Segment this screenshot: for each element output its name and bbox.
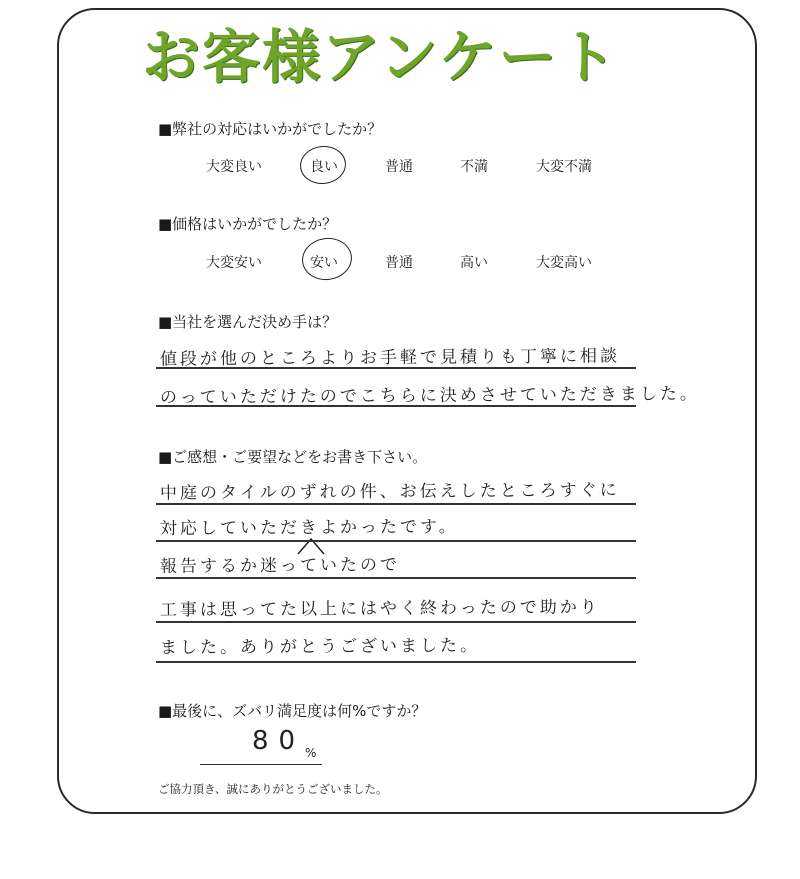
service-option-average[interactable]: 普通 [385, 159, 413, 175]
service-option-very-good[interactable]: 大変良い [206, 159, 262, 175]
survey-title: お客様アンケート [142, 23, 619, 91]
service-options [200, 154, 620, 180]
answer-line [156, 367, 636, 369]
question-deciding-factor: ■当社を選んだ決め手は？ [158, 313, 338, 331]
price-option-average[interactable]: 普通 [385, 255, 413, 271]
answer-line [156, 621, 636, 623]
price-options [200, 250, 620, 276]
answer-line [156, 503, 636, 505]
satisfaction-underline [200, 764, 322, 765]
answer-line [156, 577, 636, 579]
price-option-cheap[interactable]: 安い [310, 255, 338, 271]
price-option-expensive[interactable]: 高い [460, 255, 488, 271]
deciding-factor-line-1: 値段が他のところよりお手軽で見積りも丁寧に相談 [159, 346, 621, 370]
comments-line-4: 工事は思ってた以上にはやく終わったので助かり [159, 597, 600, 621]
satisfaction-unit: % [305, 746, 317, 760]
answer-line [156, 540, 636, 542]
comments-line-3: 報告するか迷っていたので [159, 555, 401, 577]
comments-line-2: 対応していただきよかったです。 [159, 516, 459, 540]
answer-line [156, 405, 636, 407]
price-option-very-expensive[interactable]: 大変高い [536, 255, 592, 271]
price-option-very-cheap[interactable]: 大変安い [206, 255, 262, 271]
question-comments: ■ご感想・ご要望などをお書き下さい。 [158, 448, 428, 466]
satisfaction-value[interactable]: 80 [252, 726, 306, 756]
footer-thanks: ご協力頂き、誠にありがとうございました。 [158, 782, 388, 796]
question-satisfaction: ■最後に、ズバリ満足度は何%ですか？ [158, 702, 427, 720]
service-option-very-dissatisfied[interactable]: 大変不満 [536, 159, 592, 175]
question-price: ■価格はいかがでしたか？ [158, 215, 338, 233]
question-service: ■弊社の対応はいかがでしたか？ [158, 120, 383, 138]
comments-line-5: ました。ありがとうございました。 [159, 635, 481, 659]
service-option-dissatisfied[interactable]: 不満 [460, 159, 488, 175]
service-option-good[interactable]: 良い [310, 159, 338, 175]
answer-line [156, 661, 636, 663]
deciding-factor-line-2: のっていただけたのでこちらに決めさせていただきました。 [159, 384, 700, 408]
comments-line-1: 中庭のタイルのずれの件、お伝えしたところすぐに [159, 480, 620, 504]
